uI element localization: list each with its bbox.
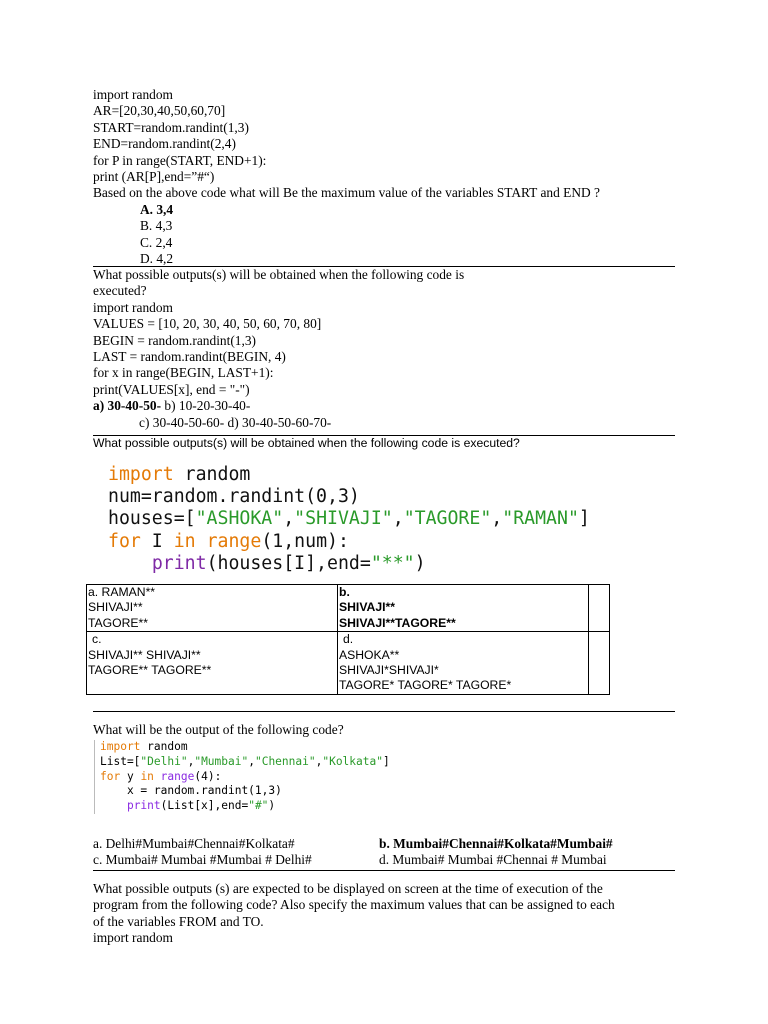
code-line: print(VALUES[x], end = "-") [93,381,250,397]
code-block [108,464,668,575]
question-text: What possible outputs (s) are expected to be displayed on screen at the time of execution of the [93,881,603,896]
options-right [379,836,675,869]
code-line: print(houses[I],end="**") [151,552,426,574]
option-a-cell: a. RAMAN** SHIVAJI** TAGORE** [87,585,338,632]
question-text: executed? [93,283,147,299]
code-line: import random [93,930,173,946]
empty-cell [589,585,610,632]
option-b: B. 4,3 [140,218,173,234]
option-d: d. Mumbai# Mumbai #Chennai # Mumbai [379,852,607,868]
question-text: What possible outputs(s) will be obtained when the following code is executed? [93,436,520,450]
option-b-cell: b. SHIVAJI** SHIVAJI**TAGORE** [338,585,589,632]
option-b: b) 10-20-30-40- [161,398,251,414]
divider [93,711,675,712]
option-d: D. 4,2 [140,251,174,267]
question-text: of the variables FROM and TO. [93,913,264,929]
option-a: a. Delhi#Mumbai#Chennai#Kolkata# [93,836,295,851]
question-text: Based on the above code what will Be the maximum value of the variables START and END ? [93,185,600,201]
options-left [93,836,383,869]
code-line: print(List[x],end="#") [126,799,276,813]
question-1 [93,87,693,267]
code-line: for I in range(1,num): [108,530,349,552]
empty-cell [589,632,610,695]
option-a: A. 3,4 [140,201,174,217]
code-line: houses=["ASHOKA","SHIVAJI","TAGORE","RAMAN"] [108,508,590,530]
options-table [86,584,610,695]
code-line: END=random.randint(2,4) [93,136,236,152]
code-line: for y in range(4): [100,769,222,783]
code-line: import random [93,87,173,102]
code-line: LAST = random.randint(BEGIN, 4) [93,349,286,365]
option-b: b. Mumbai#Chennai#Kolkata#Mumbai# [379,836,613,851]
code-line: START=random.randint(1,3) [93,119,249,135]
code-line: List=["Delhi","Mumbai","Chennai","Kolkata"] [100,754,390,768]
question-3 [93,436,693,451]
code-line: VALUES = [10, 20, 30, 40, 50, 60, 70, 80] [93,316,322,332]
question-5 [93,881,693,947]
options-ab [93,398,693,414]
question-text: What will be the output of the following code? [93,722,344,737]
option-c: C. 2,4 [140,234,173,250]
code-block [94,740,460,814]
code-line: BEGIN = random.randint(1,3) [93,332,256,348]
options-cd: c) 30-40-50-60- d) 30-40-50-60-70- [139,414,332,430]
question-4 [93,722,693,738]
code-line: AR=[20,30,40,50,60,70] [93,103,226,119]
code-line: import random [100,740,188,753]
option-d-cell: d. ASHOKA** SHIVAJI*SHIVAJI* TAGORE* TAGORE* TAGORE* [338,632,589,695]
question-text: What possible outputs(s) will be obtained when the following code is [93,267,465,282]
code-line: import random [93,299,173,315]
code-line: x = random.randint(1,3) [100,784,282,798]
divider [93,870,675,871]
option-c-cell: c. SHIVAJI** SHIVAJI** TAGORE** TAGORE** [87,632,338,695]
question-text: program from the following code? Also specify the maximum values that can be assigned to each [93,897,615,913]
option-a: a) 30-40-50- [93,398,162,414]
code-line: num=random.randint(0,3) [108,486,360,508]
option-c: c. Mumbai# Mumbai #Mumbai # Delhi# [93,852,312,868]
question-2 [93,267,693,431]
code-line: for P in range(START, END+1): [93,152,267,168]
code-line: for x in range(BEGIN, LAST+1): [93,365,274,381]
code-line: import random [108,464,251,485]
code-line: print (AR[P],end=”#“) [93,169,215,185]
